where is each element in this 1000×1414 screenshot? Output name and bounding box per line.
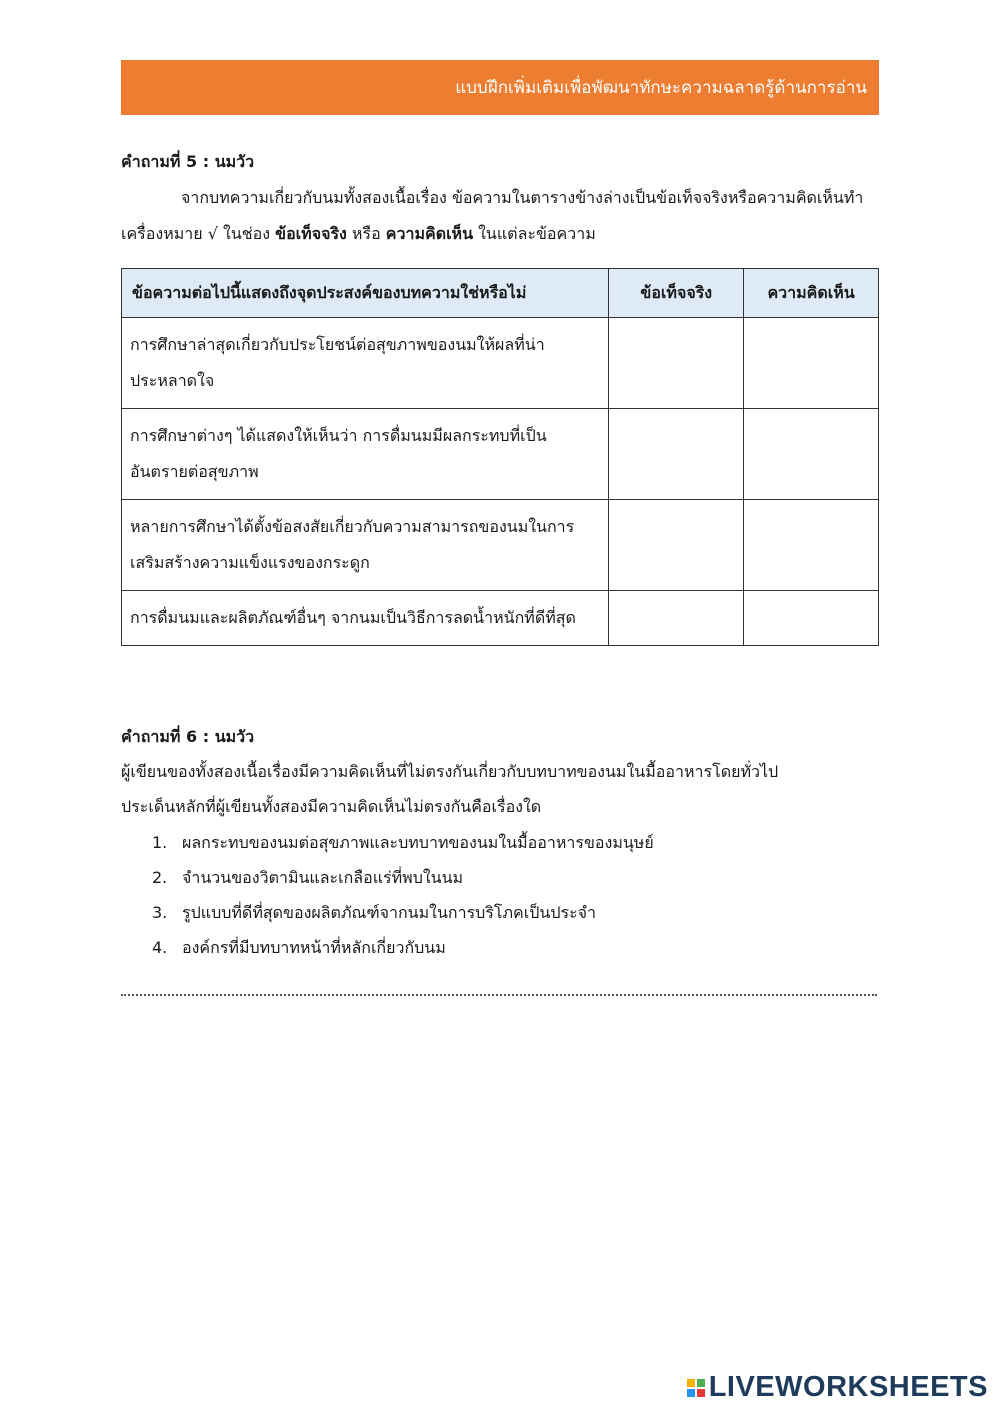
liveworksheets-logo (687, 1371, 988, 1404)
option-number: 3. (152, 903, 168, 922)
fact-checkbox-1[interactable] (609, 318, 744, 409)
instruction-fact-label: ข้อเท็จจริง (275, 224, 347, 243)
question-6-title: คำถามที่ 6 : นมวัว (121, 727, 255, 746)
table-header-row (122, 269, 879, 318)
logo-square-icon (687, 1379, 695, 1387)
fact-checkbox-3[interactable] (609, 500, 744, 591)
option-text: ผลกระทบของนมต่อสุขภาพและบทบาทของนมในมื้ออาหารของมนุษย์ (182, 833, 654, 852)
fact-checkbox-4[interactable] (609, 591, 744, 646)
fact-checkbox-2[interactable] (609, 409, 744, 500)
answer-option-2[interactable] (152, 860, 654, 895)
instruction-line-1: จากบทความเกี่ยวกับนมทั้งสองเนื้อเรื่อง ข้อความในตารางข้างล่างเป็นข้อเท็จจริงหรือความคิดเห็นทำ (181, 188, 864, 207)
opinion-checkbox-3[interactable] (744, 500, 879, 591)
question-5-instruction (121, 180, 879, 252)
statement-cell (122, 500, 609, 591)
logo-square-icon (687, 1389, 695, 1397)
question-6-line-1: ผู้เขียนของทั้งสองเนื้อเรื่องมีความคิดเห็นที่ไม่ตรงกันเกี่ยวกับบทบาทของนมในมื้ออาหารโดยทั่วไป (121, 762, 779, 781)
statement-cell (122, 409, 609, 500)
statement-line: การศึกษาต่างๆ ได้แสดงให้เห็นว่า การดื่มนมมีผลกระทบที่เป็น (130, 426, 547, 445)
question-6-line-2: ประเด็นหลักที่ผู้เขียนทั้งสองมีความคิดเห็นไม่ตรงกันคือเรื่องใด (121, 797, 542, 816)
table-row (122, 409, 879, 500)
option-number: 2. (152, 868, 168, 887)
opinion-checkbox-2[interactable] (744, 409, 879, 500)
logo-text: LIVEWORKSHEETS (708, 1371, 988, 1403)
statement-cell (122, 591, 609, 646)
statement-line: อันตรายต่อสุขภาพ (130, 462, 259, 481)
question-5-title: คำถามที่ 5 : นมวัว (121, 152, 255, 171)
instruction-opinion-label: ความคิดเห็น (385, 224, 474, 243)
option-number: 1. (152, 833, 168, 852)
question-6-prompt (121, 754, 879, 824)
statement-line: การศึกษาล่าสุดเกี่ยวกับประโยชน์ต่อสุขภาพของนมให้ผลที่น่า (130, 335, 545, 354)
opinion-checkbox-1[interactable] (744, 318, 879, 409)
statement-line: หลายการศึกษาได้ตั้งข้อสงสัยเกี่ยวกับความสามารถของนมในการ (130, 517, 575, 536)
table-row (122, 591, 879, 646)
fact-opinion-table (121, 268, 879, 646)
instruction-or: หรือ (346, 224, 386, 243)
answer-options (152, 825, 654, 965)
header-title: แบบฝึกเพิ่มเติมเพื่อพัฒนาทักษะความฉลาดรู้ด้านการอ่าน (455, 78, 867, 98)
statement-cell (122, 318, 609, 409)
option-text: องค์กรที่มีบทบาทหน้าที่หลักเกี่ยวกับนม (182, 938, 446, 957)
table-row (122, 318, 879, 409)
answer-option-4[interactable] (152, 930, 654, 965)
instruction-line-2-start: เครื่องหมาย √ ในช่อง (121, 224, 276, 243)
instruction-line-2-end: ในแต่ละข้อความ (473, 224, 596, 243)
logo-square-icon (697, 1389, 705, 1397)
statement-line: ประหลาดใจ (130, 371, 215, 390)
header-fact: ข้อเท็จจริง (609, 269, 744, 318)
answer-option-3[interactable] (152, 895, 654, 930)
option-text: จำนวนของวิตามินและเกลือแร่ที่พบในนม (182, 868, 464, 887)
statement-line: เสริมสร้างความแข็งแรงของกระดูก (130, 553, 370, 572)
table-row (122, 500, 879, 591)
header-statement: ข้อความต่อไปนี้แสดงถึงจุดประสงค์ของบทความใช่หรือไม่ (122, 269, 609, 318)
option-number: 4. (152, 938, 168, 957)
answer-dotted-line[interactable] (121, 994, 877, 996)
logo-grid-icon (687, 1379, 705, 1397)
header-opinion: ความคิดเห็น (744, 269, 879, 318)
logo-square-icon (697, 1379, 705, 1387)
option-text: รูปแบบที่ดีที่สุดของผลิตภัณฑ์จากนมในการบริโภคเป็นประจำ (182, 903, 597, 922)
header-bar (121, 60, 879, 115)
answer-option-1[interactable] (152, 825, 654, 860)
opinion-checkbox-4[interactable] (744, 591, 879, 646)
instruction-line-2 (121, 216, 879, 252)
statement-line: การดื่มนมและผลิตภัณฑ์อื่นๆ จากนมเป็นวิธีการลดน้ำหนักที่ดีที่สุด (130, 608, 576, 627)
